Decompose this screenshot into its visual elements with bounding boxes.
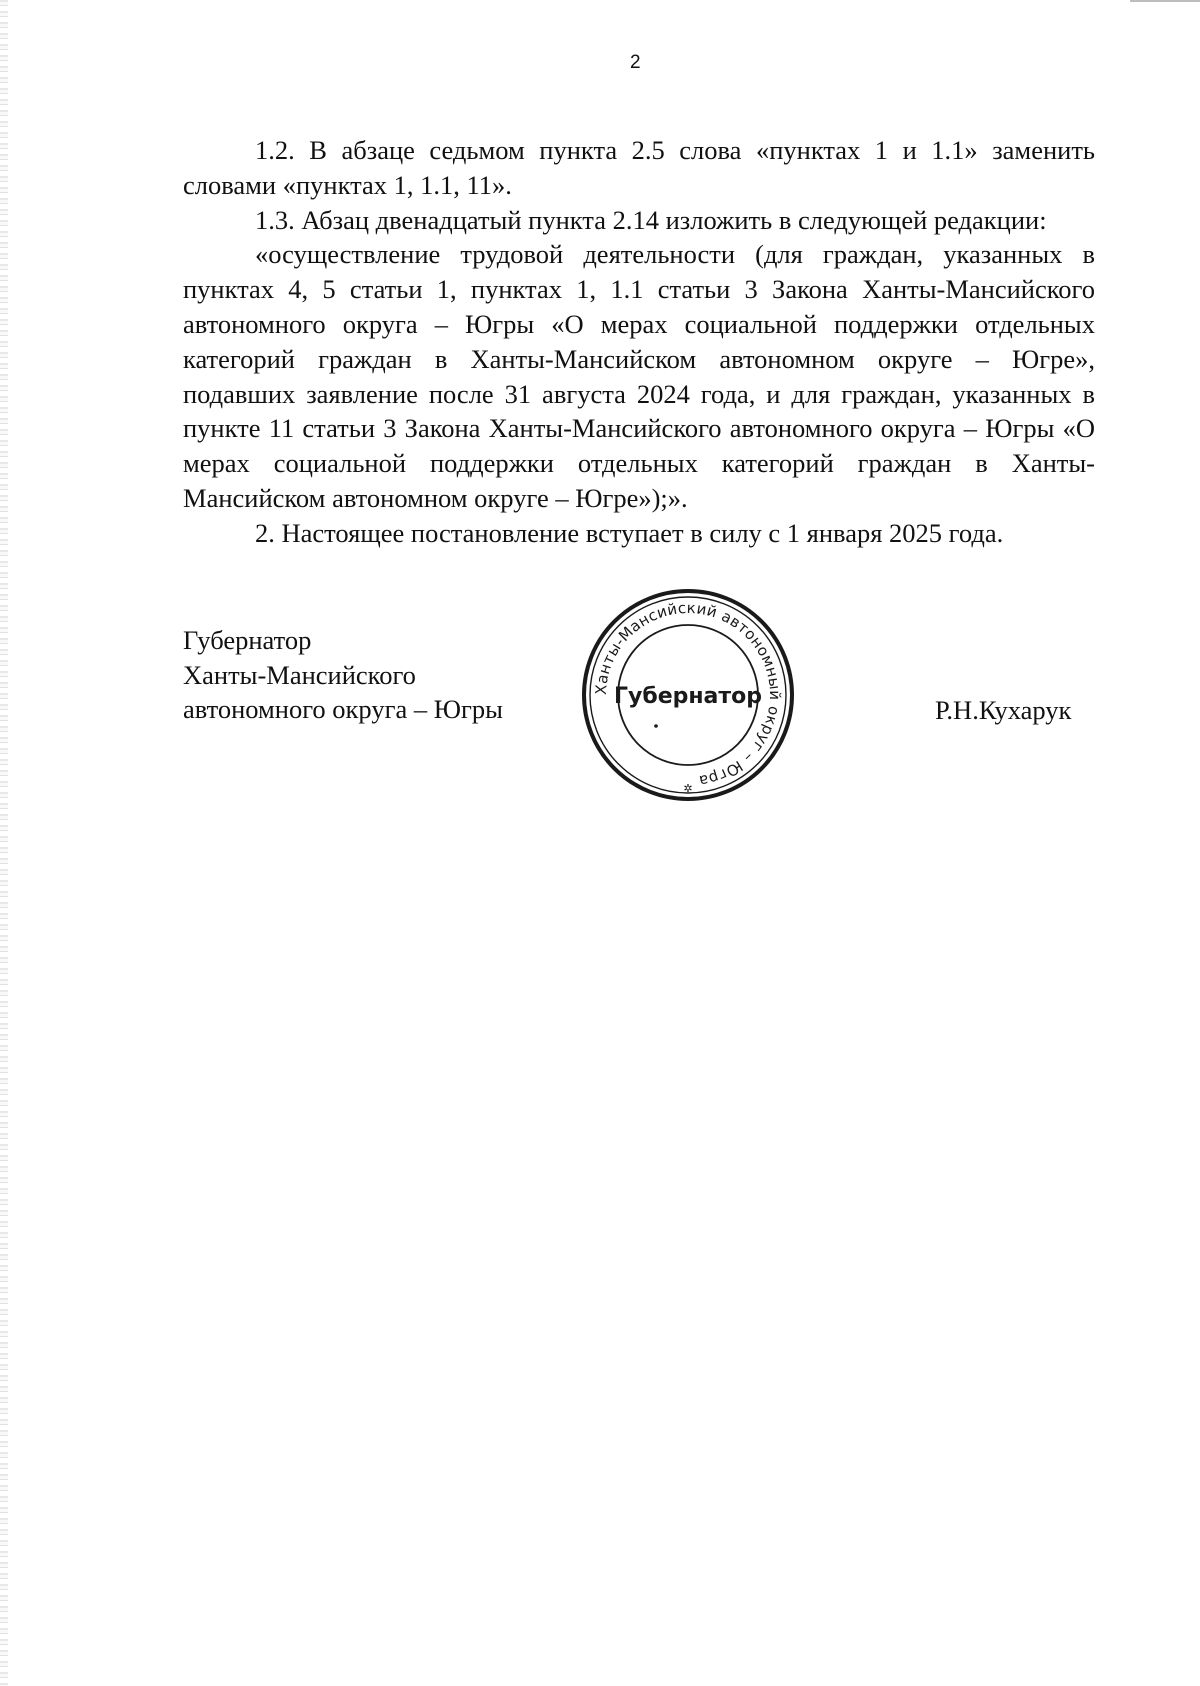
- governor-stamp-seal: [578, 585, 798, 805]
- signatory-title: [183, 623, 503, 727]
- paragraph-quoted-amendment: «осуществление трудовой деятельности (для граждан, указанных в пунктах 4, 5 статьи 1, пунктах 1, 1.1 статьи 3 Закона Ханты-Мансийского автономного округа – Югры «О мерах социальной поддержки отдельных категорий граждан в Ханты-Мансийском автономном округе – Югре», подавших заявление после 31 августа 2024 года, и для граждан, указанных в пункте 11 статьи 3 Закона Ханты-Мансийского автономного округа – Югры «О мерах социальной поддержки отдельных категорий граждан в Ханты-Мансийском автономном округе – Югре»);».: [183, 239, 1095, 513]
- scan-corner-mark: [1130, 0, 1200, 2]
- svg-text:✲: ✲: [683, 783, 693, 795]
- signatory-title-line: Губернатор: [183, 625, 312, 655]
- svg-text:Ханты-Мансийский автономный ок: Ханты-Мансийский автономный округ – Югра: [591, 598, 785, 791]
- document-body: [183, 133, 1095, 551]
- svg-text:Губернатор: Губернатор: [613, 684, 763, 709]
- signatory-title-line: Ханты-Мансийского: [183, 659, 416, 690]
- scan-edge: [0, 0, 8, 1686]
- paragraph-1-3: 1.3. Абзац двенадцатый пункта 2.14 изложить в следующей редакции:: [255, 204, 1047, 235]
- paragraph-1-2: 1.2. В абзаце седьмом пункта 2.5 слова «пунктах 1 и 1.1» заменить словами «пунктах 1, 1.1, 11».: [183, 135, 1095, 200]
- paragraph-2-effective-date: 2. Настоящее постановление вступает в силу с 1 января 2025 года.: [255, 517, 1004, 548]
- page-number: 2: [630, 52, 641, 73]
- signatory-name: Р.Н.Кухарук: [935, 695, 1072, 725]
- signatory-title-line: автономного округа – Югры: [183, 694, 503, 724]
